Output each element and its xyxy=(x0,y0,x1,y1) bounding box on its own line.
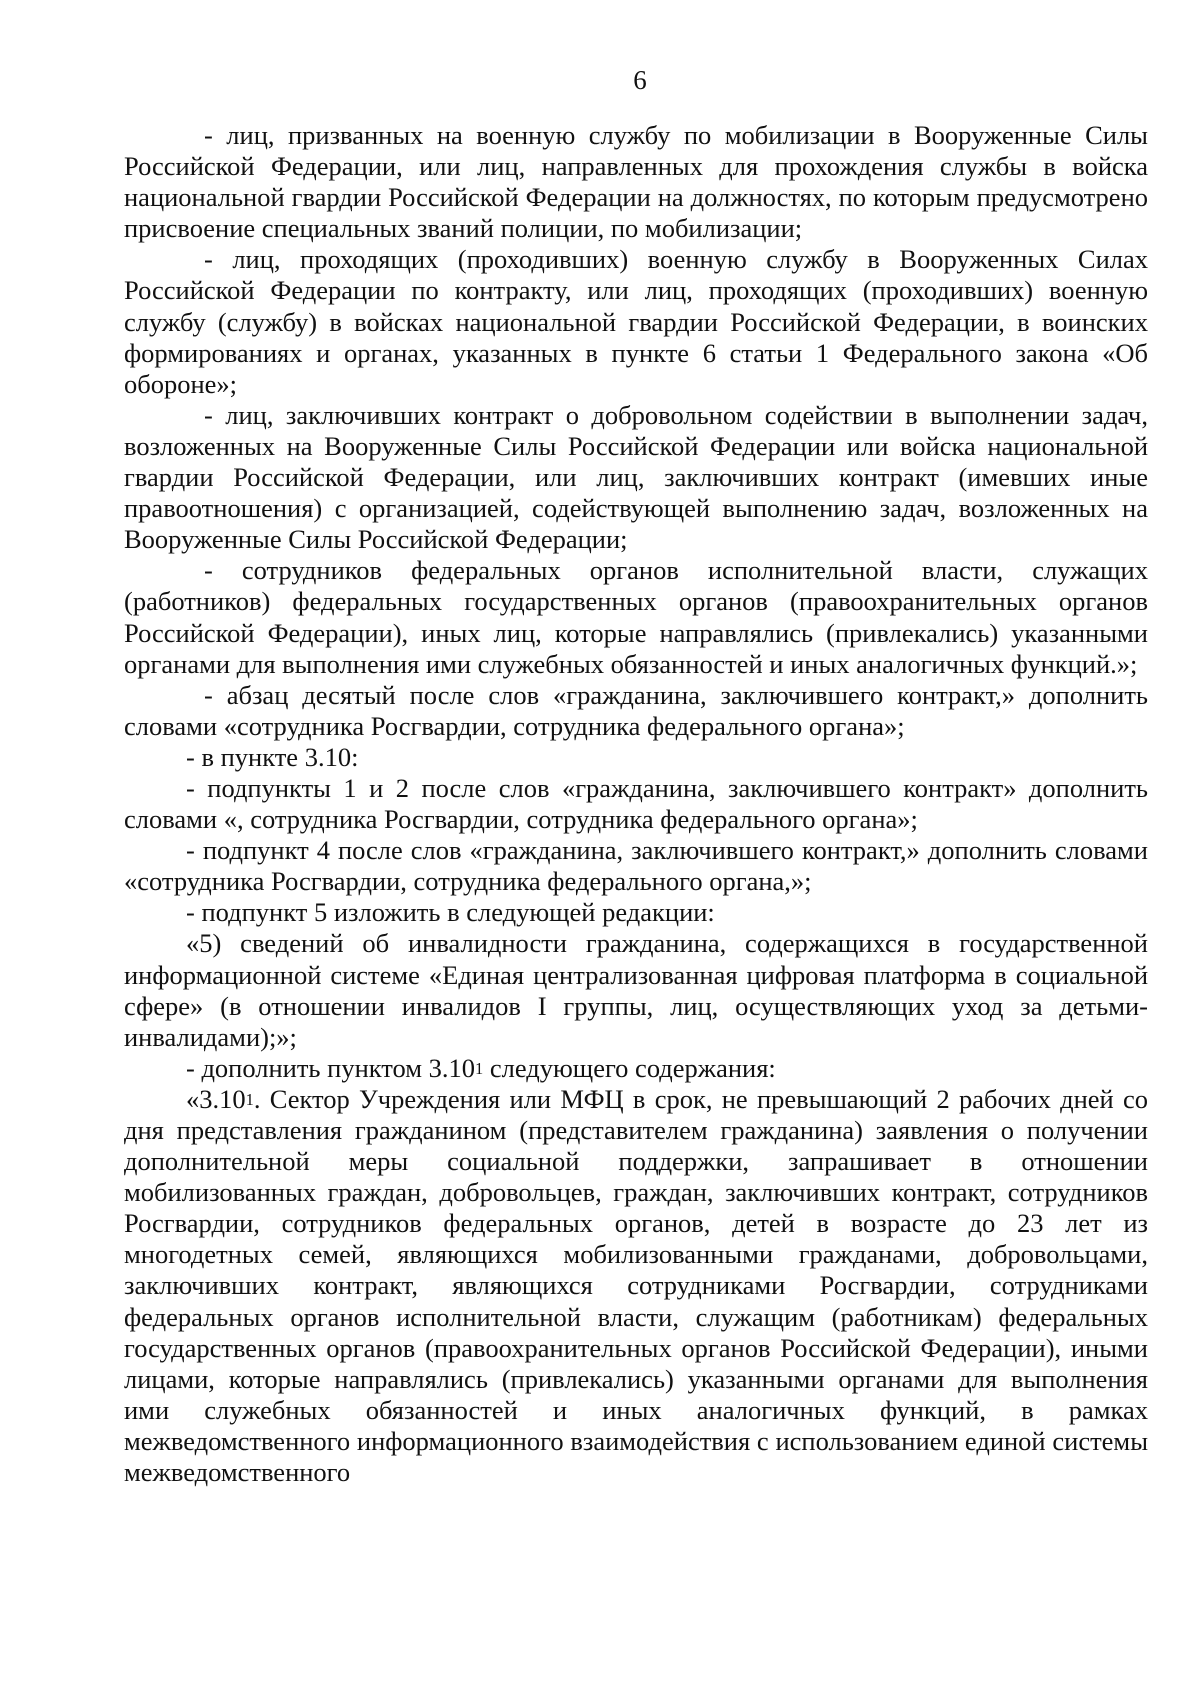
paragraph-mobilized: - лиц, призванных на военную службу по мобилизации в Вооруженные Силы Российской Федерации, или лиц, направленных для прохождения службы в войска национальной гвардии Российской Федерации на должностях, по которым предусмотрено присвоение специальных званий полиции, по мобилизации; xyxy=(124,120,1148,244)
paragraph-contract-service: - лиц, проходящих (проходивших) военную службу в Вооруженных Силах Российской Федерации по контракту, или лиц, проходящих (проходивших) военную службу (службу) в войсках национальной гвардии Российской Федерации, в воинских формированиях и органах, указанных в пункте 6 статьи 1 Федерального закона «Об обороне»; xyxy=(124,244,1148,399)
paragraph-tenth-subparagraph: - абзац десятый после слов «гражданина, заключившего контракт,» дополнить словами «сотрудника Росгвардии, сотрудника федерального органа»; xyxy=(124,679,1148,741)
clause-3-10-1-text-before: «3.10 xyxy=(186,1083,246,1114)
add-clause-text-after: следующего содержания: xyxy=(483,1052,776,1083)
paragraph-clause-3-10-1 xyxy=(124,1084,1148,1488)
paragraph-add-clause xyxy=(124,1053,1148,1084)
clause-3-10-1-superscript: 1 xyxy=(245,1089,254,1109)
document-body xyxy=(124,120,1148,1488)
paragraph-subclause-4: - подпункт 4 после слов «гражданина, заключившего контракт,» дополнить словами «сотрудника Росгвардии, сотрудника федерального органа,»; xyxy=(124,835,1148,897)
paragraph-subclauses-1-2: - подпункты 1 и 2 после слов «гражданина, заключившего контракт» дополнить словами «, сотрудника Росгвардии, сотрудника федерального органа»; xyxy=(124,772,1148,835)
add-clause-superscript: 1 xyxy=(475,1058,484,1078)
paragraph-volunteers: - лиц, заключивших контракт о добровольном содействии в выполнении задач, возложенных на Вооруженные Силы Российской Федерации или войска национальной гвардии Российской Федерации, или лиц, заключивших контракт (имевших иные правоотношения) с организацией, содействующей выполнению задач, возложенных на Вооруженные Силы Российской Федерации; xyxy=(124,399,1148,555)
paragraph-federal-employees: - сотрудников федеральных органов исполнительной власти, служащих (работников) федеральных государственных органов (правоохранительных органов Российской Федерации), иных лиц, которые направлялись (привлекались) указанными органами для выполнения ими служебных обязанностей и иных аналогичных функций.»; xyxy=(124,555,1148,679)
paragraph-clause-3-10: - в пункте 3.10: xyxy=(186,741,359,772)
page-number: 6 xyxy=(633,65,647,95)
add-clause-text-before: - дополнить пунктом 3.10 xyxy=(186,1052,476,1083)
clause-3-10-1-text-after: . Сектор Учреждения или МФЦ в срок, не превышающий 2 рабочих дней со дня представления гражданином (представителем гражданина) заявления о получении дополнительной меры социальной поддержки, запрашивает в отношении мобилизованных граждан, добровольцев, граждан, заключивших контракт, сотрудников Росгвардии, сотрудников федеральных органов, детей в возрасте до 23 лет из многодетных семей, являющихся мобилизованными гражданами, добровольцами, заключивших контракт, являющихся сотрудниками Росгвардии, сотрудниками федеральных органов исполнительной власти, служащим (работникам) федеральных государственных органов (правоохранительных органов Российской Федерации), иными лицами, которые направлялись (привлекались) указанными органами для выполнения ими служебных обязанностей и иных аналогичных функций, в рамках межведомственного информационного взаимодействия с использованием единой системы межведомственного xyxy=(124,1083,1148,1488)
paragraph-subclause-5-text: «5) сведений об инвалидности гражданина, содержащихся в государственной информационной системе «Единая централизованная цифровая платформа в социальной сфере» (в отношении инвалидов I группы, лиц, осуществляющих уход за детьми-инвалидами);»; xyxy=(124,928,1148,1052)
paragraph-subclause-5-intro: - подпункт 5 изложить в следующей редакции: xyxy=(186,897,715,928)
